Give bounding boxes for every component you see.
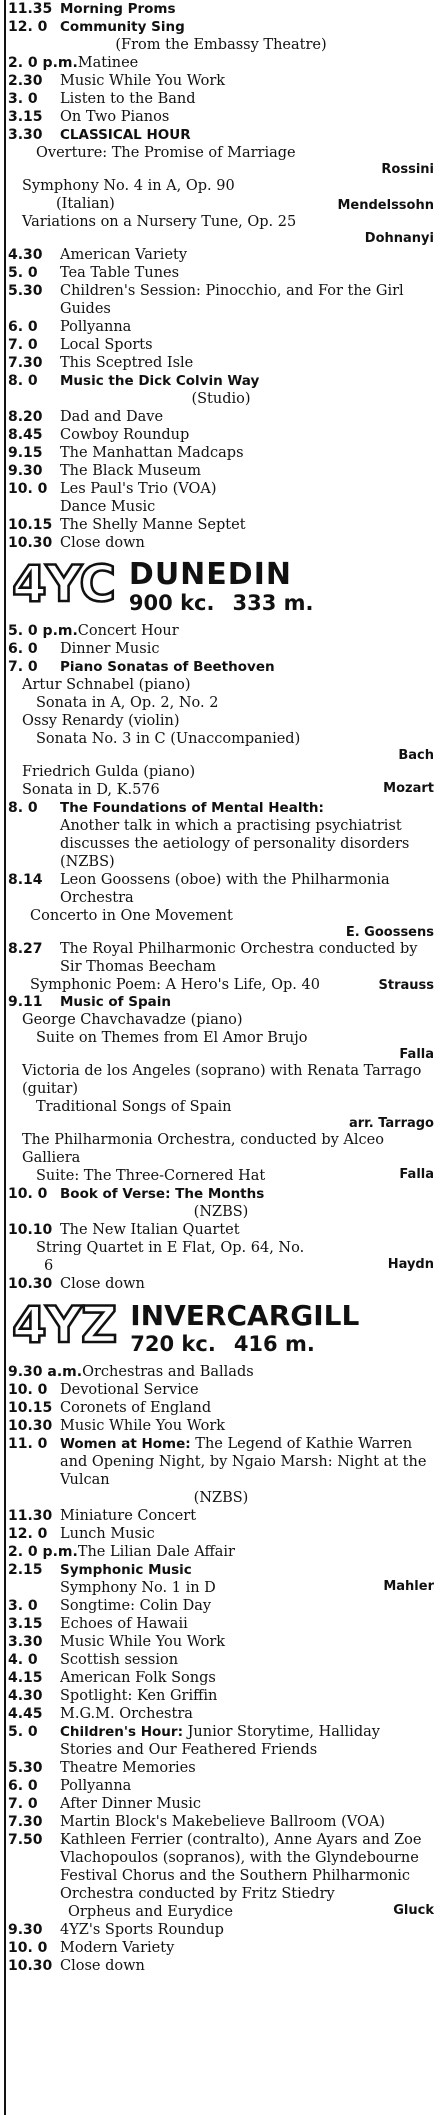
listing-entry [8,444,434,462]
entry-time: 2.30 [8,73,43,89]
entry-detail-row [8,781,434,799]
entry-detail-row [8,1167,434,1185]
entry-title: Symphonic Music [60,1562,192,1578]
entry-title: Listen to the Band [60,91,196,107]
listing-entry [8,1275,434,1293]
station-frequency [130,1331,359,1357]
entry-title: Music the Dick Colvin Way [60,373,260,389]
entry-time: 10.30 [8,535,53,551]
entry-detail-row [8,1903,434,1921]
listing-entry [8,246,434,264]
entry-body [60,1813,434,1831]
entry-time: 8.27 [8,941,43,957]
composer: Falla [399,1047,434,1062]
station-frequency [129,590,314,616]
entry-time: 10. 0 [8,1382,48,1398]
listing-entry [8,426,434,444]
entry-title: The Royal Philharmonic Orchestra conducted by Sir Thomas Beecham [60,941,418,975]
entry-title: Morning Proms [60,1,176,17]
entry-detail: Traditional Songs of Spain [36,1099,232,1115]
composer: Mendelssohn [337,198,434,213]
listing-entry [8,534,434,552]
entry-time: 3. 0 [8,91,38,107]
entry-time: 8.14 [8,872,43,888]
composer: Gluck [393,1903,434,1918]
entry-time: 9.30 [8,1922,43,1938]
entry-detail: Overture: The Promise of Marriage [36,145,296,161]
entry-title: Local Sports [60,337,153,353]
listing-entry [8,0,434,18]
entry-title: CLASSICAL HOUR [60,127,191,143]
station-city: DUNEDIN [128,557,292,592]
entry-time: 10.30 [8,1958,53,1974]
entry-time: 2.15 [8,1562,43,1578]
entry-time: 10. 0 [8,481,48,497]
entry-time: 4.45 [8,1706,43,1722]
listing-entry [8,1705,434,1723]
listing-entry [8,54,434,72]
entry-description: Junior Storytime, Halliday Stories and Our Feathered Friends [60,1724,380,1758]
entry-title: Women at Home: [60,1436,191,1452]
entry-title: Scottish session [60,1652,179,1668]
entry-detail: Victoria de los Angeles (soprano) with Renata Tarrago (guitar) [22,1063,422,1097]
entry-title: Theatre Memories [60,1760,196,1776]
section-dunedin [8,622,434,1293]
station-info [129,556,314,616]
listing-entry [8,1381,434,1399]
listing-entry [8,1525,434,1543]
listing-entry [8,1831,434,1903]
entry-time: 2. 0 p.m. [8,1544,78,1560]
entry-time: 9.15 [8,445,43,461]
listing-entry [8,1921,434,1939]
entry-title: Dinner Music [60,641,160,657]
entry-title: After Dinner Music [60,1796,201,1812]
entry-time: 10.15 [8,1400,53,1416]
listings-column [8,0,434,1975]
entry-detail: Symphony No. 4 in A, Op. 90 [22,178,235,194]
entry-title: Modern Variety [60,1940,175,1956]
listing-entry [8,372,434,390]
listing-entry [8,1957,434,1975]
entry-title: American Folk Songs [60,1670,216,1686]
entry-detail: The Philharmonia Orchestra, conducted by Alceo Galliera [22,1132,384,1166]
entry-time: 11. 0 [8,1436,48,1452]
entry-time: 4.30 [8,247,43,263]
listing-entry [8,993,434,1011]
entry-detail: Ossy Renardy (violin) [22,713,180,729]
entry-title: The Lilian Dale Affair [77,1544,235,1560]
entry-body [60,1435,434,1489]
entry-detail: Sonata No. 3 in C (Unaccompanied) [36,731,301,747]
entry-body [60,1723,434,1759]
entry-title: Close down [60,535,145,551]
entry-title: M.G.M. Orchestra [60,1706,193,1722]
listing-entry [8,318,434,336]
entry-time: 8.20 [8,409,43,425]
entry-time: 8. 0 [8,373,38,389]
entry-title: Les Paul's Trio (VOA) [60,481,217,497]
entry-detail: George Chavchavadze (piano) [22,1012,243,1028]
composer: Mahler [383,1579,434,1594]
entry-time: 7. 0 [8,659,38,675]
listing-entry [8,1651,434,1669]
entry-title: The Black Museum [60,463,201,479]
entry-title: Music While You Work [60,1634,226,1650]
entry-time: 2. 0 p.m. [8,55,78,71]
entry-detail: Symphony No. 1 in D [60,1580,216,1596]
entry-time: 3. 0 [8,1598,38,1614]
entry-detail: Symphonic Poem: A Hero's Life, Op. 40 [30,977,320,993]
entry-time: 6. 0 [8,1778,38,1794]
entry-time: 7.30 [8,355,43,371]
composer: E. Goossens [345,925,434,940]
entry-detail: Variations on a Nursery Tune, Op. 25 [22,214,297,230]
listing-entry [8,1759,434,1777]
entry-title: Spotlight: Ken Griffin [60,1688,218,1704]
wavelength-m: 333 m. [232,591,314,615]
entry-subtitle: (From the Embassy Theatre) [115,37,327,53]
composer: Strauss [378,978,434,993]
entry-time: 7. 0 [8,337,38,353]
column-rule [4,0,6,2115]
entry-title: American Variety [60,247,188,263]
entry-title: Songtime: Colin Day [60,1598,212,1614]
entry-detail: Sonata in A, Op. 2, No. 2 [36,695,219,711]
entry-title: Coronets of England [60,1400,212,1416]
entry-time: 3.30 [8,127,43,143]
entry-time: 3.15 [8,109,43,125]
entry-description: Another talk in which a practising psychiatrist discusses the aetiology of personality disorders (NZBS) [60,818,410,870]
listing-entry [8,1687,434,1705]
listing-entry [8,871,434,907]
composer: arr. Tarrago [348,1116,434,1131]
entry-title: Dance Music [60,499,156,515]
entry-time: 5.30 [8,283,43,299]
entry-detail: Artur Schnabel (piano) [22,677,191,693]
entry-time: 5. 0 [8,265,38,281]
entry-title: Leon Goossens (oboe) with the Philharmonia Orchestra [60,872,390,906]
entry-title: Pollyanna [60,319,132,335]
entry-time: 7.30 [8,1814,43,1830]
entry-time: 9.30 [8,463,43,479]
entry-title: Children's Session: Pinocchio, and For the Girl Guides [60,283,404,317]
listing-entry [8,1723,434,1759]
entry-subtitle: (NZBS) [193,1204,249,1220]
entry-detail: Sonata in D, K.576 [22,782,160,798]
entry-time: 4.30 [8,1688,43,1704]
station-info [130,1297,359,1357]
composer: Mozart [383,781,434,796]
listing-entry [8,940,434,976]
entry-title: Echoes of Hawaii [60,1616,188,1632]
entry-detail: 6 [44,1258,54,1274]
entry-title: Book of Verse: The Months [60,1186,265,1202]
entry-detail-row [8,1579,434,1597]
listing-entry [8,498,434,516]
listing-entry [8,1813,434,1831]
entry-time: 9.30 a.m. [8,1364,83,1380]
entry-title: Matinee [77,55,139,71]
listing-entry [8,1597,434,1615]
listing-entry [8,336,434,354]
listing-entry [8,1435,434,1489]
listing-entry [8,1669,434,1687]
entry-title: This Sceptred Isle [60,355,194,371]
listing-entry [8,1777,434,1795]
listing-entry [8,480,434,498]
entry-time: 10.10 [8,1222,53,1238]
entry-title: The New Italian Quartet [60,1222,240,1238]
entry-time: 5. 0 [8,1724,38,1740]
entry-time: 7.50 [8,1832,43,1848]
entry-title: The Manhattan Madcaps [60,445,244,461]
entry-detail: (Italian) [56,196,115,212]
entry-subtitle: (NZBS) [193,1490,249,1506]
station-callsign: 4YZ [12,1296,117,1354]
listing-entry [8,1363,434,1381]
listing-entry [8,408,434,426]
listing-entry [8,108,434,126]
section-continuation [8,0,434,552]
entry-title: Cowboy Roundup [60,427,190,443]
entry-title: The Foundations of Mental Health: [60,800,324,816]
listing-entry [8,1185,434,1203]
entry-time: 10.30 [8,1418,53,1434]
listing-entry [8,72,434,90]
listing-entry [8,1795,434,1813]
entry-detail-row [8,1257,434,1275]
listing-entry [8,282,434,318]
entry-detail: Suite on Themes from El Amor Brujo [36,1030,308,1046]
listing-entry [8,1633,434,1651]
listing-entry [8,1561,434,1579]
composer: Bach [398,748,434,763]
entry-title: Dad and Dave [60,409,164,425]
frequency-kc: 900 kc. [128,591,215,615]
entry-time: 4.15 [8,1670,43,1686]
listing-entry [8,126,434,144]
entry-time: 8.45 [8,427,43,443]
listing-entry [8,1417,434,1435]
station-header-4yc [8,556,434,622]
section-invercargill [8,1363,434,1975]
listing-entry [8,1615,434,1633]
entry-title: The Shelly Manne Septet [60,517,246,533]
entry-detail: Friedrich Gulda (piano) [22,764,196,780]
listing-entry [8,1543,434,1561]
listing-entry [8,1399,434,1417]
entry-detail: Orpheus and Eurydice [68,1904,233,1920]
entry-title: Music of Spain [60,994,171,1010]
entry-title: Devotional Service [60,1382,199,1398]
entry-description: Kathleen Ferrier (contralto), Anne Ayars and Zoe Vlachopoulos (sopranos), with the Glyndebourne Festival Chorus and the Southern Philharmonic Orchestra conducted by Fritz Stiedry [60,1832,422,1902]
entry-time: 12. 0 [8,19,48,35]
entry-time: 10. 0 [8,1186,48,1202]
entry-time: 3.15 [8,1616,43,1632]
entry-description: The Legend of Kathie Warren and Opening Night, by Ngaio Marsh: Night at the Vulcan [60,1436,427,1488]
frequency-kc: 720 kc. [130,1332,216,1356]
listing-entry [8,90,434,108]
entry-detail: Concerto in One Movement [30,908,233,924]
listing-entry [8,1221,434,1239]
entry-title: Miniature Concert [60,1508,197,1524]
entry-title: 4YZ's Sports Roundup [60,1922,224,1938]
entry-title: Music While You Work [60,1418,226,1434]
entry-title: On Two Pianos [60,109,170,125]
entry-time: 5.30 [8,1760,43,1776]
entry-detail: String Quartet in E Flat, Op. 64, No. [36,1240,305,1256]
listing-entry [8,18,434,36]
entry-time: 6. 0 [8,641,38,657]
station-city: INVERCARGILL [130,1299,360,1332]
listing-entry [8,799,434,817]
entry-title: Community Sing [60,19,185,35]
entry-body [60,1831,434,1903]
listing-entry [8,462,434,480]
entry-time: 3.30 [8,1634,43,1650]
entry-title: Piano Sonatas of Beethoven [60,659,275,675]
composer: Rossini [381,162,434,177]
entry-time: 11.30 [8,1508,53,1524]
entry-title: Tea Table Tunes [60,265,180,281]
listing-entry [8,640,434,658]
entry-body [60,1561,434,1579]
listing-entry [8,516,434,534]
entry-description: Martin Block's Makebelieve Ballroom (VOA) [60,1814,385,1830]
entry-time: 10.15 [8,517,53,533]
composer: Dohnanyi [364,231,434,246]
entry-time: 4. 0 [8,1652,38,1668]
listing-entry [8,1507,434,1525]
entry-title: Lunch Music [60,1526,155,1542]
entry-title: Concert Hour [77,623,179,639]
listing-entry [8,1939,434,1957]
wavelength-m: 416 m. [233,1332,315,1356]
listing-entry [8,658,434,676]
composer: Falla [399,1167,434,1182]
listing-entry [8,354,434,372]
entry-title: Close down [60,1958,145,1974]
entry-title: Close down [60,1276,145,1292]
entry-time: 12. 0 [8,1526,48,1542]
entry-title: Music While You Work [60,73,226,89]
composer: Haydn [387,1257,434,1272]
entry-time: 9.11 [8,994,43,1010]
station-header-4yz [8,1297,434,1363]
entry-time: 11.35 [8,1,53,17]
entry-detail: Suite: The Three-Cornered Hat [36,1168,266,1184]
entry-time: 10. 0 [8,1940,48,1956]
entry-title: Orchestras and Ballads [82,1364,254,1380]
entry-time: 5. 0 p.m. [8,623,78,639]
station-callsign: 4YC [12,555,115,613]
entry-time: 7. 0 [8,1796,38,1812]
entry-subtitle: (Studio) [191,391,251,407]
entry-title: Pollyanna [60,1778,132,1794]
entry-title: Children's Hour: [60,1724,183,1740]
entry-time: 8. 0 [8,800,38,816]
listing-entry [8,622,434,640]
entry-time: 6. 0 [8,319,38,335]
listing-entry [8,264,434,282]
entry-time: 10.30 [8,1276,53,1292]
